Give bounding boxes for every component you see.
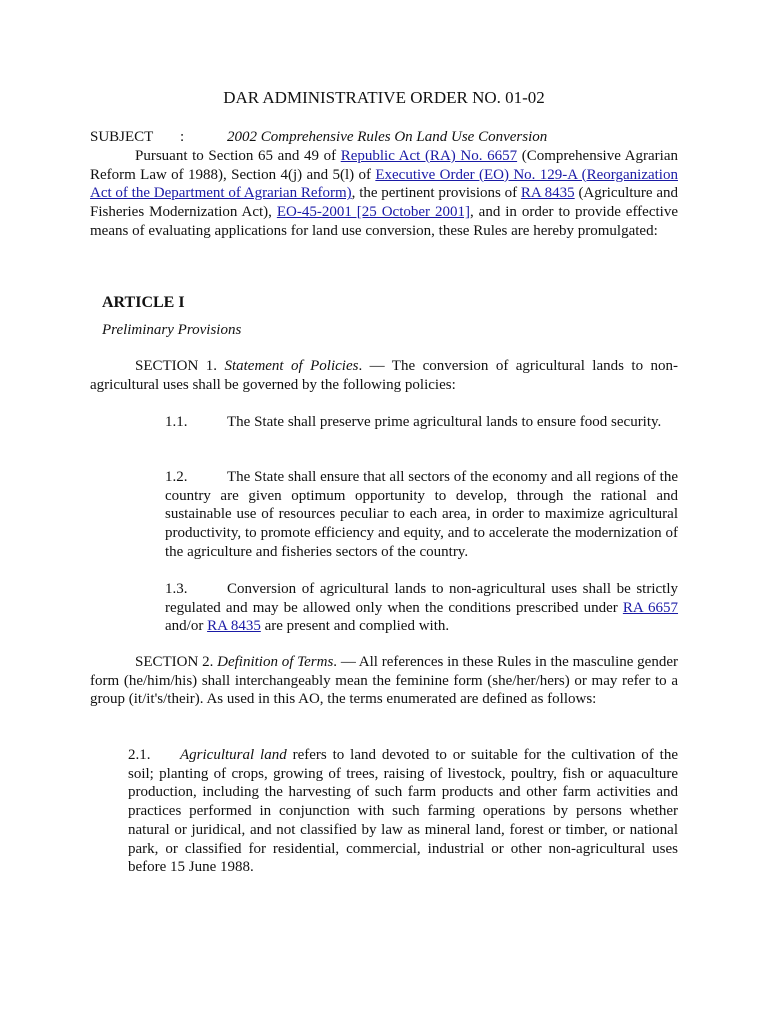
subject-text: 2002 Comprehensive Rules On Land Use Conversion: [227, 129, 548, 145]
section-1-paragraph: SECTION 1. Statement of Policies. — The conversion of agricultural lands to non-agricultural uses shall be governed by the following policies:: [90, 358, 678, 393]
link-eo-129a[interactable]: Executive Order (EO) No. 129-A (Reorganization Act of the Department of Agrarian Reform): [90, 166, 678, 202]
policy-item-1-2: 1.2. The State shall ensure that all sectors of the economy and all regions of the country are given optimum opportunity to develop, through the rational and sustainable use of resources peculiar to each area, in order to maximize agricultural productivity, to promote efficiency and equity, and to accelerate the modernization of the agriculture and fisheries sectors of the country.: [165, 469, 678, 560]
subject-colon: :: [180, 129, 185, 145]
policy-item-1-3: 1.3. Conversion of agricultural lands to non-agricultural uses shall be strictly regulated and may be allowed only when the conditions prescribed under RA 6657 and/or RA 8435 are present and complied with.: [165, 581, 679, 635]
link-ra-6657-inline[interactable]: RA 6657: [622, 599, 679, 616]
document-title: DAR ADMINISTRATIVE ORDER NO. 01-02: [223, 88, 545, 107]
section-1-title: Statement of Policies: [224, 358, 359, 374]
item-number: 1.2.: [165, 469, 188, 485]
preamble-paragraph: Pursuant to Section 65 and 49 of Republic Act (RA) No. 6657 (Comprehensive Agrarian Reform Law of 1988), Section 4(j) and 5(l) of Executive Order (EO) No. 129-A (Reorganization Act of the Department of Agrarian Reform), the pertinent provisions of RA 8435 (Agriculture and Fisheries Modernization Act), EO-45-2001 [25 October 2001], and in order to provide effective means of evaluating applications for land use conversion, these Rules are hereby promulgated:: [90, 148, 678, 239]
defined-term: Agricultural land: [180, 747, 287, 763]
item-number: 2.1.: [128, 747, 151, 763]
subject-label: SUBJECT: [90, 129, 154, 145]
link-ra-6657[interactable]: Republic Act (RA) No. 6657: [340, 148, 518, 164]
item-number: 1.3.: [165, 581, 188, 597]
item-number: 1.1.: [165, 414, 188, 430]
link-ra-8435-inline[interactable]: RA 8435: [207, 618, 261, 635]
subject-line: [90, 128, 548, 147]
article-heading: ARTICLE I: [102, 294, 185, 311]
link-ra-8435[interactable]: RA 8435: [520, 185, 575, 202]
policy-item-1-1: 1.1. The State shall preserve prime agricultural lands to ensure food security.: [165, 414, 662, 430]
article-subheading: Preliminary Provisions: [102, 322, 242, 338]
section-2-paragraph: SECTION 2. Definition of Terms. — All references in these Rules in the masculine gender form (he/him/his) shall interchangeably mean the feminine form (she/her/hers) or may refer to a group (it/it's/their). As used in this AO, the terms enumerated are defined as follows:: [90, 654, 678, 708]
link-eo-45-2001[interactable]: EO-45-2001 [25 October 2001]: [276, 204, 470, 221]
definition-item-2-1: 2.1. Agricultural land refers to land devoted to or suitable for the cultivation of the soil; planting of crops, growing of trees, raising of livestock, poultry, fish or aquaculture production, including the harvesting of such farm products and other farm activities and practices performed in conjunction with such farming operations by persons whether natural or juridical, and not classified by law as mineral land, forest or timber, or national park, or classified for residential, commercial, industrial or other non-agricultural uses before 15 June 1988.: [128, 747, 678, 876]
section-2-title: Definition of Terms: [217, 654, 334, 670]
